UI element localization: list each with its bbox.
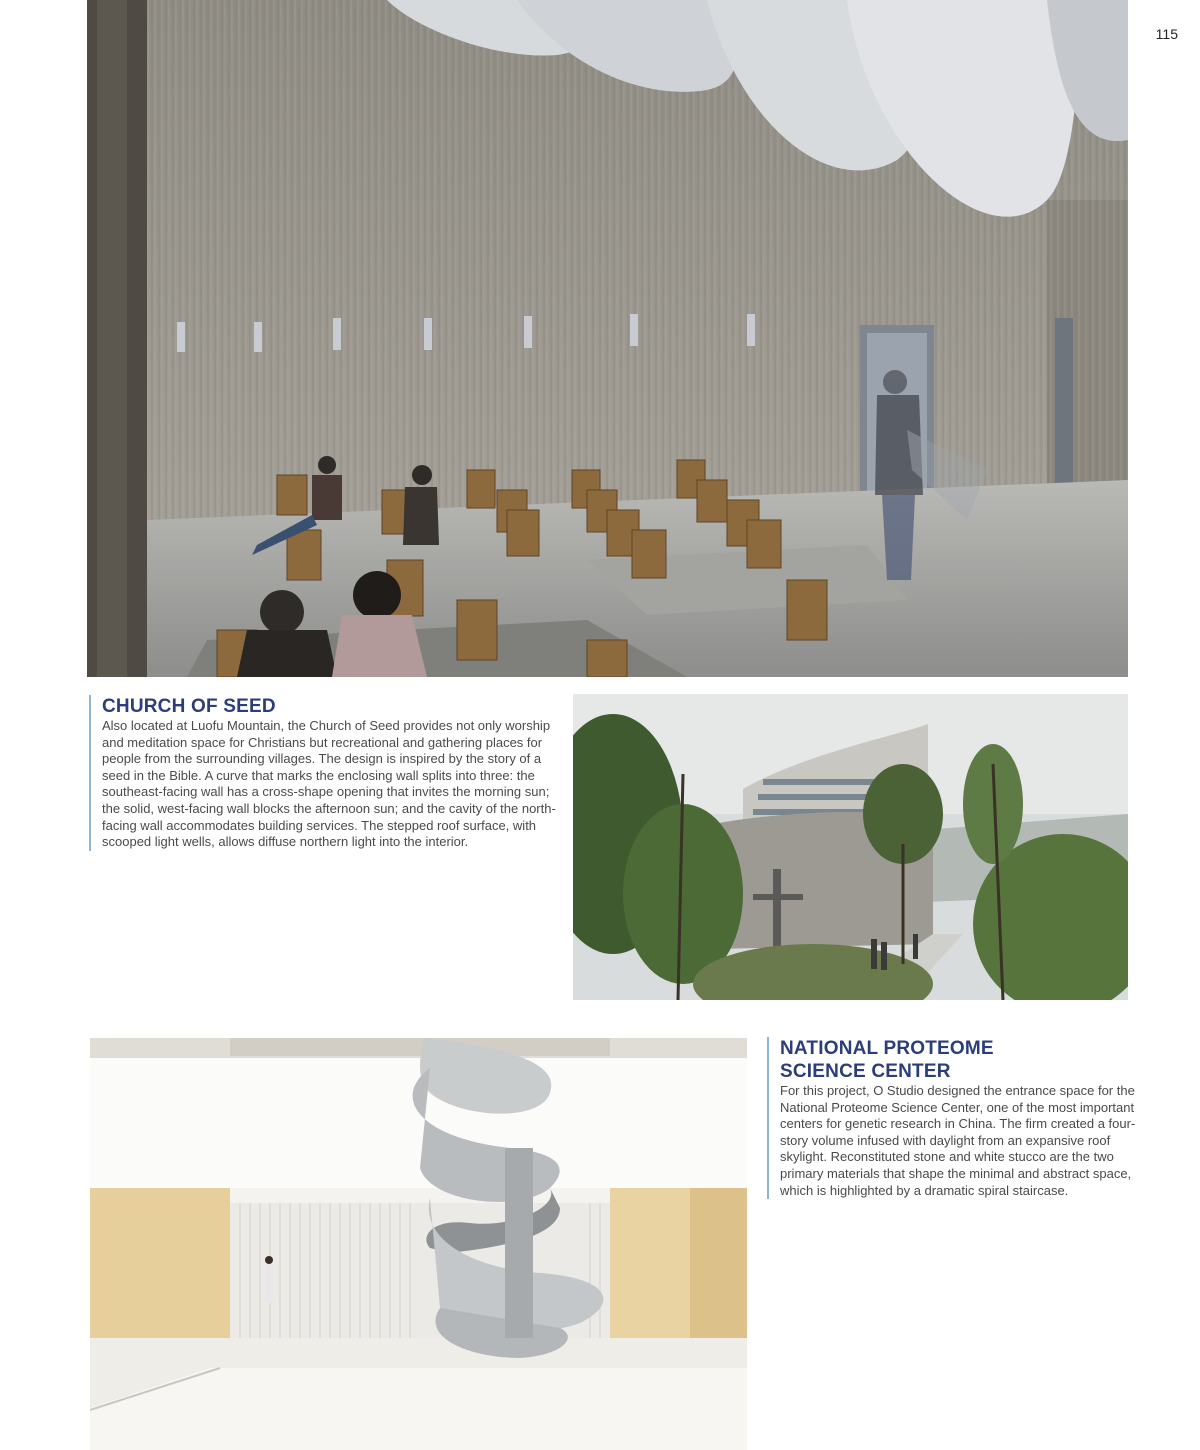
page-number: 115 bbox=[1155, 26, 1178, 42]
article-body: For this project, O Studio designed the entrance space for the National Proteome Science Center, one of the most important centers for genetic research in China. The firm created a four-story volume infused with daylight from an expansive roof skylight. Reconstituted stone and white stucco are the two primary materials that shape the minimal and abstract space, which is highlighted by a dramatic spiral staircase. bbox=[780, 1083, 1136, 1198]
article-title: NATIONAL PROTEOME SCIENCE CENTER bbox=[780, 1038, 994, 1082]
spiral-staircase-photo bbox=[90, 1038, 747, 1450]
article-church-of-seed bbox=[89, 695, 562, 851]
article-national-proteome-science-center bbox=[767, 1037, 1145, 1199]
church-exterior-photo bbox=[573, 694, 1128, 1000]
church-interior-photo bbox=[87, 0, 1128, 677]
article-title: CHURCH OF SEED bbox=[102, 696, 276, 717]
article-body: Also located at Luofu Mountain, the Church of Seed provides not only worship and meditation space for Christians but recreational and gathering places for people from the surrounding villages. The design is inspired by the story of a seed in the Bible. A curve that marks the enclosing wall splits into three: the southeast-facing wall has a cross-shape opening that invites the morning sun; the solid, west-facing wall blocks the afternoon sun; and the cavity of the north-facing wall accommodates building services. The stepped roof surface, with scooped light wells, allows diffuse northern light into the interior. bbox=[102, 718, 556, 850]
